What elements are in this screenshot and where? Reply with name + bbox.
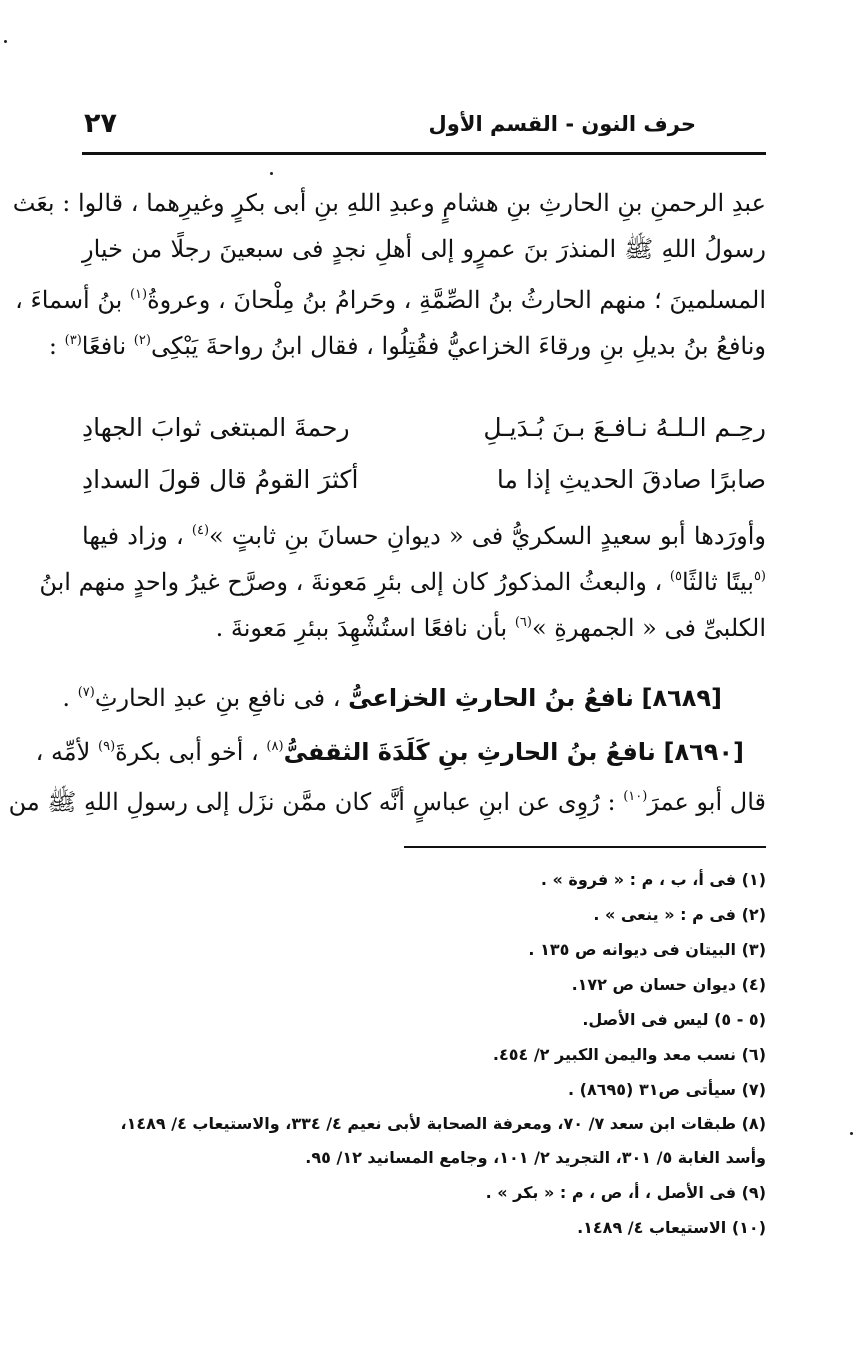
footnote: (٩) فى الأصل ، أ، ص ، م : « بكر » . [485,1183,766,1202]
scan-speck [850,1132,853,1135]
footnote: (٥ - ٥) ليس فى الأصل. [582,1010,766,1029]
footnote: (٧) سيأتى ص٣١ (٨٦٩٥) . [568,1080,766,1099]
verse-first-hemistich: رحِـم الـلـهُ نـافـعَ بـنَ بُـدَيـلِ [483,413,766,442]
footnote-marker: (٤) [191,523,210,538]
entry-name: نافعُ بنُ الحارثِ بنِ كَلَدَةَ الثقفىُّ [283,738,656,766]
body-paragraph [12,180,767,364]
footnote: (٣) البيتان فى ديوانه ص ١٣٥ . [528,940,766,959]
footnote: (٢) فى م : « ينعى » . [593,905,766,924]
entry-name: نافعُ بنُ الحارثِ الخزاعىُّ [348,684,634,712]
footnote-marker: (٦) [514,615,532,630]
body-line-text: وأورَدها أبو سعيدٍ السكريُّ فى « ديوانِ حسانَ بنِ ثابتٍ » [209,522,766,550]
entry-number: [٨٦٩٠] [663,738,744,766]
body-line-text: بيتًا ثالثًا [681,568,754,596]
body-line-text: بأن نافعًا استُشْهِدَ ببئرِ مَعونةَ . [215,614,508,642]
verse-first-hemistich: صابرًا صادقَ الحديثِ إذا ما [496,465,766,494]
footnote-marker: (١) [129,287,148,302]
footnote: (٤) ديوان حسان ص ١٧٢. [571,975,766,994]
footnote-marker: (٢) [133,333,151,348]
header-rule [82,152,766,155]
body-line-text: الكلبىِّ فى « الجمهرةِ » [531,614,766,642]
entry-text: ، أخو أبى بكرةَ [115,738,259,766]
footnote-marker: (٥ [753,569,766,584]
page-header [82,108,766,148]
body-line: رسولُ اللهِ ﷺ المنذرَ بنَ عمرٍو إلى أهلِ نجدٍ فى سبعينَ رجلًا من خيارِ [82,235,767,263]
footnote-marker: (٨) [266,739,284,754]
entry-text: قال أبو عمرَ [647,788,766,816]
verse-second-hemistich: أكثرَ القومُ قال قولَ السدادِ [82,465,359,494]
footnote-marker: (١٠) [623,789,648,804]
body-line [48,318,766,364]
verse-second-hemistich: رحمةَ المبتغى ثوابَ الجهادِ [82,413,350,442]
body-line-text: ، وزاد فيها [82,522,184,550]
page-number: ٢٧ [84,108,117,139]
body-line: عبدِ الرحمنِ بنِ الحارثِ بنِ هشامٍ وعبدِ اللهِ بنِ أبى بكرٍ وغيرِهما ، قالوا : بعَث [12,189,766,217]
poem-verse [82,402,766,454]
entry-number: [٨٦٨٩] [641,684,722,712]
body-line [82,600,766,646]
entry-text: : رُوِى عن ابنِ عباسٍ أنَّه كان ممَّن نزَل إلى رسولِ اللهِ ﷺ من [8,788,616,816]
body-line-text: : [48,332,58,360]
footnote: (١٠) الاستيعاب ٤/ ١٤٨٩. [577,1218,766,1237]
poem [82,402,766,506]
body-line [39,554,766,600]
entry-8690 [35,724,766,775]
footnote: (٦) نسب معد واليمن الكبير ٢/ ٤٥٤. [492,1045,766,1064]
running-title: حرف النون - القسم الأول [428,112,696,136]
footnote: (١) فى أ، ب ، م : « فروة » . [540,870,766,889]
body-line-text: المسلمينَ ؛ منهم الحارثُ بنُ الصِّمَّةِ ، وحَرامُ بنُ مِلْحانَ ، وعروةُ [147,286,766,314]
body-line-text: بنُ أسماءَ ، [15,286,123,314]
footnote-marker: (٧) [77,685,95,700]
commentary-paragraph [39,508,766,646]
scan-speck [4,40,7,43]
footnote-marker: ٥) [669,569,682,584]
entry-text: . [62,684,71,712]
entry-text: ، فى نافعِ بنِ عبدِ الحارثِ [94,684,341,712]
body-line [15,272,766,318]
entry-8689 [62,670,766,721]
scan-speck [270,172,273,175]
poem-verse [82,454,766,506]
footnotes [82,862,766,1245]
body-line-text: نافعًا [81,332,127,360]
footnote-rule [404,846,766,848]
footnote-marker: (٣) [64,333,82,348]
body-line [82,508,766,554]
entry-8690-continuation [8,774,766,825]
footnote-marker: (٩) [98,739,116,754]
entry-text: لأمِّه ، [35,738,91,766]
footnote: (٨) طبقات ابن سعد ٧/ ٧٠، ومعرفة الصحابة لأبى نعيم ٤/ ٣٣٤، والاستيعاب ٤/ ١٤٨٩، وأسد الغابة ٥/ ٣٠١، التجريد ٢/ ١٠١، وجامع المسانيد ١٢/ ٩٥. [120,1114,766,1167]
body-line-text: ونافعُ بنُ بديلِ بنِ ورقاءَ الخزاعيُّ فقُتِلُوا ، فقال ابنُ رواحةَ يَبْكِى [150,332,766,360]
body-line-text: ، والبعثُ المذكورُ كان إلى بئرِ مَعونةَ ، وصرَّح غيرُ واحدٍ منهم ابنُ [39,568,663,596]
